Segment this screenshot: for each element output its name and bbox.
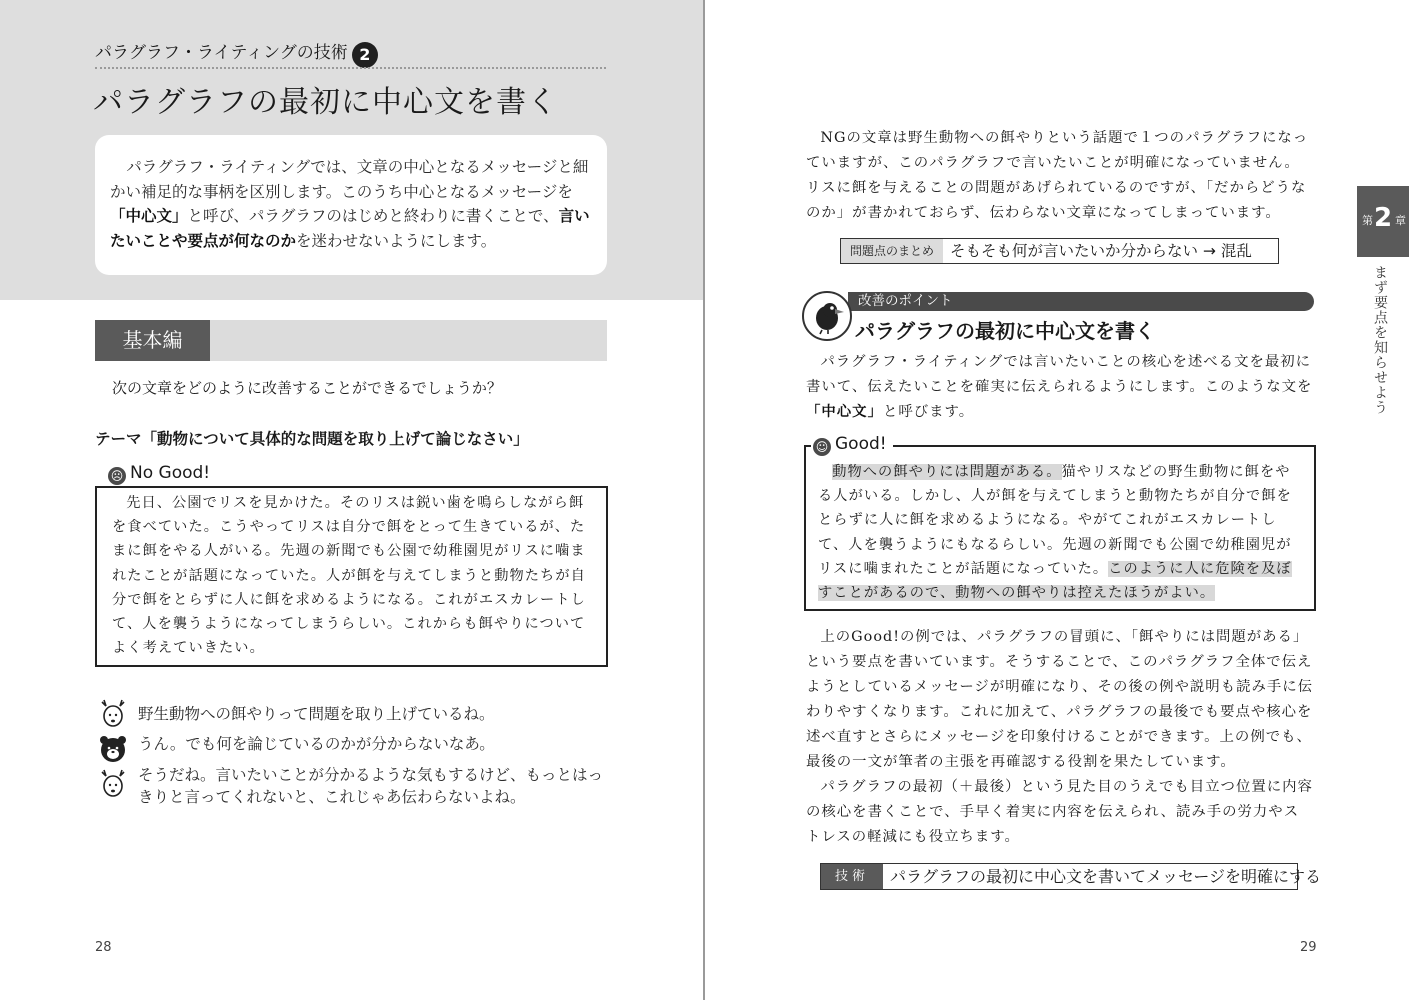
theme-text: テーマ「動物について具体的な問題を取り上げて論じなさい」 <box>95 430 529 448</box>
ng-explanation: NGの文章は野生動物への餌やりという話題で１つのパラグラフになっていますが、このパラグラフで言いたいことが明確になっていません。リスに餌を与えることの問題があげられているのですが、「だからどうなのか」が書かれておらず、伝わらない文章になってしまっています。 <box>806 130 1309 221</box>
intro-bold-term: 「中心文」 <box>110 207 188 225</box>
page-number-right: 29 <box>1300 940 1317 955</box>
highlighted-concluding-sentence: このように人に危険を及ぼすことがあるので、動物への餌やりは控えたほうがよい。 <box>818 560 1292 602</box>
explanation-paragraph: 上のGood!の例では、パラグラフの冒頭に、「餌やりには問題がある」という要点を書いています。そうすることで、このパラグラフ全体で伝えようとしているメッセージが明確になり、その後の例や説明も読み手に伝わりやすくなります。これに加えて、パラグラフの最後でも要点や核心を述べ直すとさらにメッセージを印象付けることができます。上の例でも、最後の一文が筆者の主張を再確認する役割を果たしています。 <box>806 629 1314 770</box>
crow-icon-graphic <box>804 293 850 339</box>
intro-text <box>110 155 596 253</box>
chapter-suffix: 章 <box>1395 214 1406 227</box>
intro-bold-phrase: 言いたいことや要点が何なのか <box>110 207 590 250</box>
chat-message: 野生動物への餌やりって問題を取り上げているね。 <box>138 705 495 723</box>
chapter-prefix: 第 <box>1362 214 1373 227</box>
ng-label <box>106 463 216 485</box>
smile-face-icon: ☺ <box>813 438 831 456</box>
ng-example-text: 先日、公園でリスを見かけた。そのリスは鋭い歯を鳴らしながら餌を食べていた。こうやってリスは自分で餌をとって生きているが、たまに餌をやる人がいる。先週の新聞でも公園で幼稚園児がリスに噛まれたことが話題になっていた。人が餌を与えてしまうと動物たちが自分で餌をとらずに人に餌を求めるようになる。これがエスカレートして、人を襲うようになってしまうらしい。これからも餌やりについてよく考えていきたい。 <box>112 495 586 657</box>
page-title: パラグラフの最初に中心文を書く <box>93 85 558 120</box>
question-text: 次の文章をどのように改善することができるでしょうか？ <box>112 379 502 397</box>
technique-label: 技術 <box>821 864 883 889</box>
point-text-part: パラグラフ・ライティングでは言いたいことの核心を述べる文を最初に書いて、伝えたいことを確実に伝えられるようにします。このような文を <box>806 354 1313 395</box>
good-example-body: 猫やリスなどの野生動物に餌をやる人がいる。しかし、人が餌を与えてしまうと動物たちが自分で餌をとらずに人に餌を求めるようになる。やがてこれがエスカレートして、人を襲うようにもなるらしい。先週の新聞でも公園で幼稚園児がリスに噛まれたことが話題になっていた。 <box>818 464 1292 577</box>
sad-face-icon: ☹ <box>108 467 126 485</box>
chat-message: うん。でも何を論じているのかが分からないなあ。 <box>138 735 495 753</box>
point-text-part: と呼びます。 <box>882 404 975 420</box>
technique-text: パラグラフの最初に中心文を書いてメッセージを明確にする <box>890 867 1322 886</box>
point-text <box>806 350 1314 425</box>
series-title <box>95 38 378 68</box>
deer-icon <box>95 768 131 798</box>
point-bold-term: 「中心文」 <box>806 404 883 420</box>
summary-text: そもそも何が言いたいか分からない → 混乱 <box>950 242 1252 260</box>
summary-label: 問題点のまとめ <box>841 239 943 263</box>
deer-icon <box>95 698 131 728</box>
page-number-left: 28 <box>95 940 112 955</box>
good-example-text <box>818 460 1302 605</box>
point-label: 改善のポイント <box>858 293 953 309</box>
good-label <box>811 434 893 456</box>
good-label-text: Good! <box>835 434 887 454</box>
crow-icon <box>802 291 852 341</box>
intro-text-part: と呼び、パラグラフのはじめと終わりに書くことで、 <box>187 207 559 225</box>
explanation-paragraph: パラグラフの最初（＋最後）という見た目のうえでも目立つ位置に内容の核心を書くことで、手早く着実に内容を伝えられ、読み手の労力やストレスの軽減にも役立ちます。 <box>806 779 1313 845</box>
title-divider <box>95 67 606 69</box>
point-title: パラグラフの最初に中心文を書く <box>855 319 1155 343</box>
series-number-badge: 2 <box>352 42 378 68</box>
section-label: 基本編 <box>95 320 210 361</box>
page-spine <box>703 0 705 1000</box>
series-title-text: パラグラフ・ライティングの技術 <box>95 43 348 63</box>
chapter-subtitle: まず要点を知らせよう <box>1372 265 1388 415</box>
ng-label-text: No Good! <box>130 463 211 483</box>
bear-icon <box>95 733 131 763</box>
intro-text-part: パラグラフ・ライティングでは、文章の中心となるメッセージと細かい補足的な事柄を区別します。このうち中心となるメッセージを <box>110 158 589 201</box>
chapter-number: 2 <box>1374 203 1393 233</box>
intro-text-part: を迷わせないようにします。 <box>296 231 497 250</box>
chat-message: そうだね。言いたいことが分かるような気もするけど、もっとはっきりと言ってくれないと、これじゃあ伝わらないよね。 <box>138 766 604 806</box>
highlighted-topic-sentence: 動物への餌やりには問題がある。 <box>832 464 1062 480</box>
explanation-text <box>806 625 1314 850</box>
